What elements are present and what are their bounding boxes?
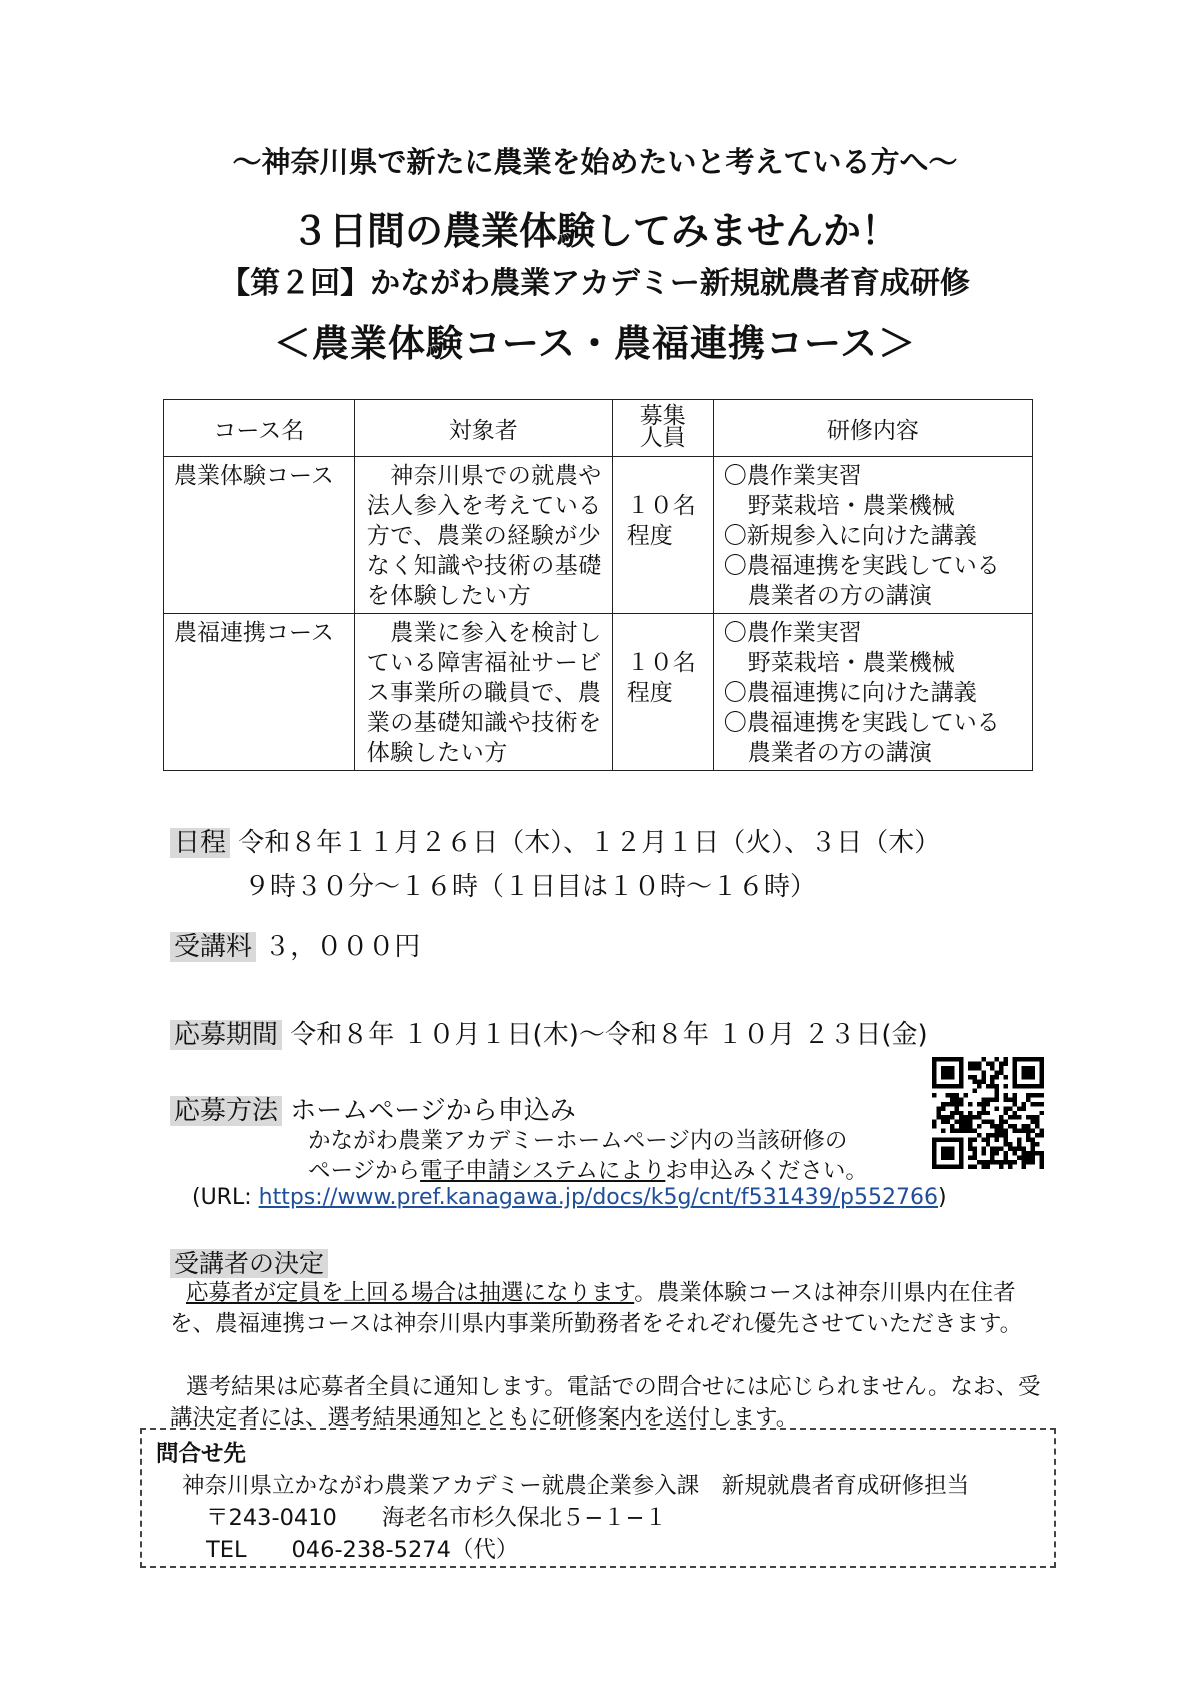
- method-row: [170, 1090, 576, 1127]
- content-item: 〇農福連携に向けた講義: [723, 680, 977, 706]
- url-row: [192, 1185, 947, 1210]
- fee-row: [170, 926, 420, 963]
- header-recruit-line2: 人員: [639, 425, 686, 451]
- table-row: [164, 457, 1033, 614]
- row-content: [713, 614, 1032, 771]
- content-item: 〇農福連携を実践している: [723, 710, 1000, 736]
- row-content: [713, 457, 1032, 614]
- schedule-line1: 令和８年１１月２６日（木）、１２月１日（火）、３日（木）: [238, 828, 941, 858]
- row-count: [612, 614, 713, 771]
- row-count-line2: 程度: [626, 680, 673, 706]
- qr-code-icon[interactable]: [932, 1057, 1044, 1169]
- contact-address: 〒243-0410 海老名市杉久保北５−１−１: [206, 1505, 668, 1531]
- header-recruit-line1: 募集: [639, 403, 686, 429]
- decision-paragraph-2: 選考結果は応募者全員に通知します。電話での問合せには応じられません。なお、受講決定者には、選考結果通知とともに研修案内を送付します。: [170, 1374, 1041, 1431]
- row-count-line2: 程度: [626, 523, 673, 549]
- method-line1: かながわ農業アカデミーホームページ内の当該研修の: [308, 1128, 848, 1154]
- row-target: 農業に参入を検討している障害福祉サービス事業所の職員で、農業の基礎知識や技術を体験したい方: [354, 614, 612, 771]
- content-item: 〇農福連携を実践している: [723, 553, 1000, 579]
- url-prefix: (URL:: [192, 1185, 259, 1210]
- row-course: 農業体験コース: [164, 457, 355, 614]
- method-line2-c: お申込みください。: [665, 1158, 868, 1184]
- contact-heading: 問合せ先: [156, 1441, 247, 1467]
- row-count-line1: １０名: [626, 493, 696, 519]
- row-course: 農福連携コース: [164, 614, 355, 771]
- row-count: [612, 457, 713, 614]
- decision-label: 受講者の決定: [170, 1249, 328, 1278]
- decision-rest: 。農業体験コースは神奈川県内在住者を、農福連携コースは神奈川県内事業所勤務者をそれぞれ優先させていただきます。: [170, 1280, 1023, 1337]
- url-suffix: ): [938, 1185, 947, 1210]
- content-item: 〇農作業実習: [723, 463, 862, 489]
- contact-box: [140, 1428, 1056, 1568]
- row-target: 神奈川県での就農や法人参入を考えている方で、農業の経験が少なく知識や技術の基礎を体験したい方: [354, 457, 612, 614]
- header-course: コース名: [164, 400, 355, 457]
- content-item: 農業者の方の講演: [747, 740, 932, 766]
- content-item: 〇農作業実習: [723, 620, 862, 646]
- fee-value: ３，０００円: [264, 932, 421, 962]
- courses-title: ＜農業体験コース・農福連携コース＞: [273, 322, 917, 365]
- application-link[interactable]: https://www.pref.kanagawa.jp/docs/k5g/cnt/f531439/p552766: [258, 1185, 938, 1210]
- method-label: 応募方法: [170, 1096, 282, 1126]
- decision-paragraph-1: [170, 1278, 1050, 1340]
- method-value: ホームページから申込み: [290, 1096, 576, 1126]
- table-header-row: [164, 400, 1033, 457]
- contact-org: 神奈川県立かながわ農業アカデミー就農企業参入課 新規就農者育成研修担当: [182, 1473, 970, 1499]
- schedule-label: 日程: [170, 828, 230, 858]
- content-item: 野菜栽培・農業機械: [747, 650, 955, 676]
- fee-label: 受講料: [170, 932, 256, 962]
- period-row: [170, 1014, 928, 1051]
- header-recruit: [612, 400, 713, 457]
- header-content: 研修内容: [713, 400, 1032, 457]
- schedule-row: [170, 822, 940, 859]
- method-line2-b: 電子申請システムにより: [420, 1158, 666, 1184]
- period-label: 応募期間: [170, 1020, 282, 1050]
- row-count-line1: １０名: [626, 650, 696, 676]
- headline: ３日間の農業体験してみませんか！: [290, 209, 899, 253]
- course-table: [163, 399, 1033, 771]
- method-line2: [308, 1153, 868, 1185]
- content-item: 農業者の方の講演: [747, 583, 932, 609]
- schedule-time: ９時３０分〜１６時（１日目は１０時〜１６時）: [244, 872, 817, 902]
- period-value: 令和８年 １０月１日(木)〜令和８年 １０月 ２３日(金): [290, 1020, 928, 1050]
- header-target: 対象者: [354, 400, 612, 457]
- table-row: [164, 614, 1033, 771]
- content-item: 〇新規参入に向けた講義: [723, 523, 977, 549]
- method-line2-a: ページから: [308, 1158, 421, 1184]
- subtitle: 〜神奈川県で新たに農業を始めたいと考えている方へ〜: [232, 145, 958, 179]
- contact-tel: TEL 046-238-5274（代）: [206, 1537, 519, 1563]
- content-item: 野菜栽培・農業機械: [747, 493, 955, 519]
- program-title: 【第２回】かながわ農業アカデミー新規就農者育成研修: [220, 266, 970, 301]
- decision-heading: [170, 1244, 328, 1280]
- decision-underlined: 応募者が定員を上回る場合は抽選になります: [186, 1280, 635, 1306]
